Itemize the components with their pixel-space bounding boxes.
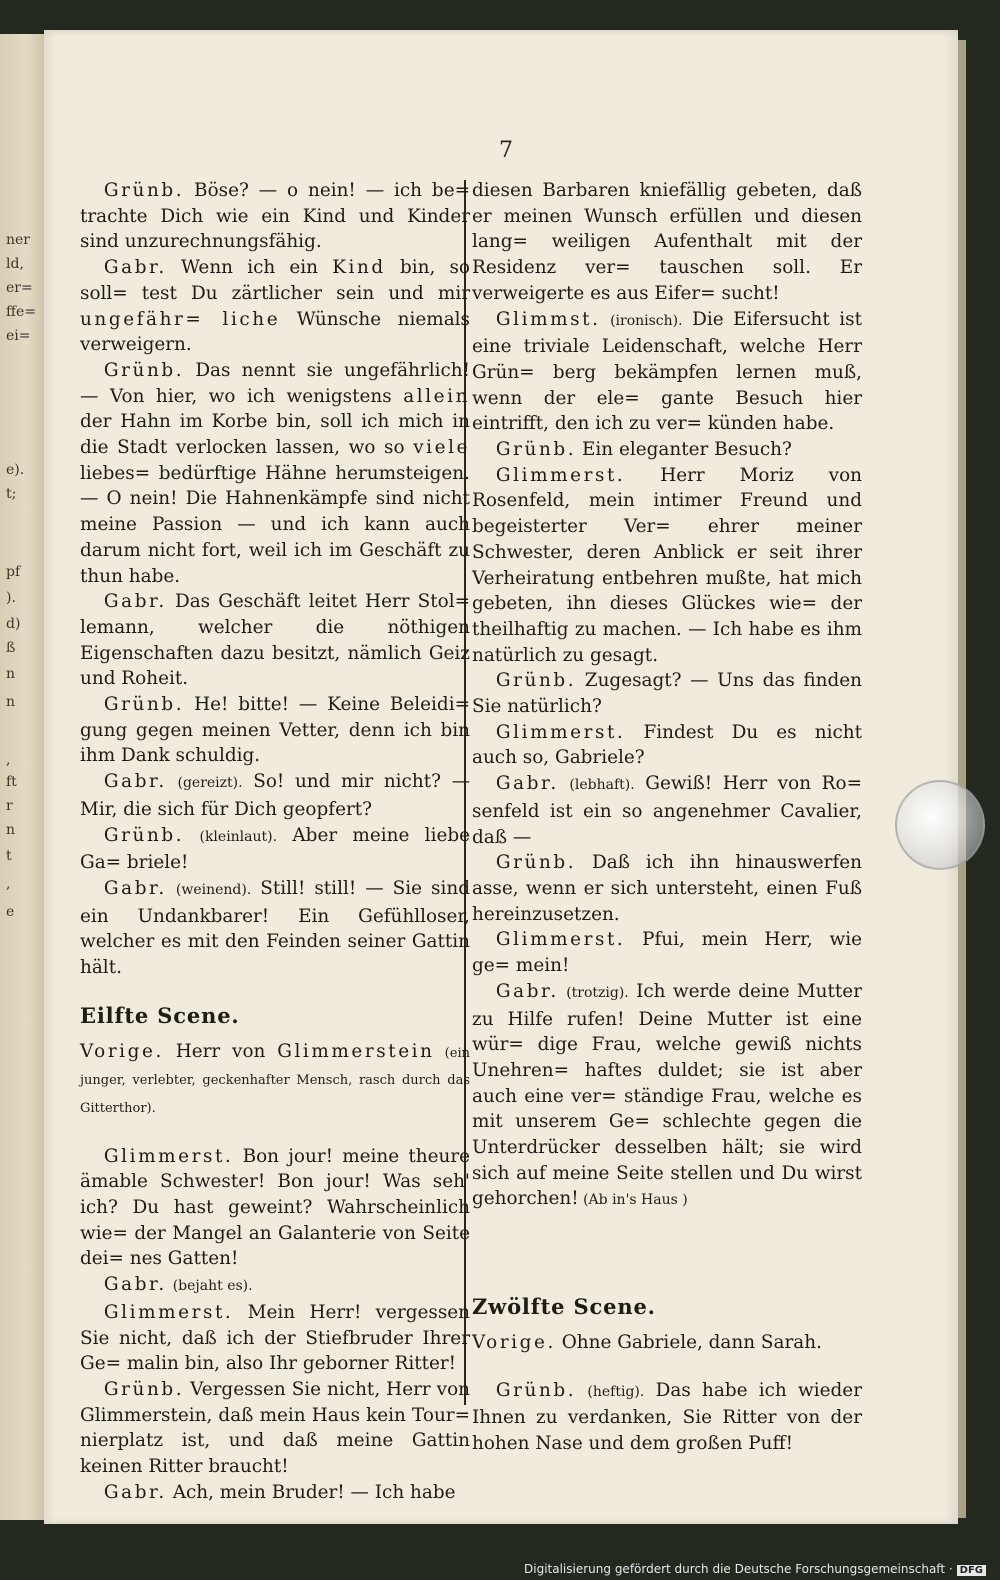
speech-text: Wünsche niemals verweigern.	[80, 308, 470, 356]
speech-paragraph	[472, 437, 862, 463]
margin-text-fragment: n	[6, 694, 16, 710]
stage-direction: (ironisch).	[610, 312, 683, 329]
margin-text-fragment: n	[6, 666, 16, 682]
speech-paragraph	[80, 178, 470, 255]
scene-intro-characters: Vorige.	[472, 1331, 556, 1353]
speaker-name: Glimmerst.	[495, 464, 626, 486]
scene-intro-text: Herr von	[163, 1040, 278, 1062]
speaker-name: Gabr.	[495, 980, 559, 1002]
speech-text: Findest Du es nicht auch so, Gabriele?	[472, 721, 862, 769]
stage-direction: (lebhaft).	[569, 777, 635, 794]
speaker-name: Gabr.	[103, 877, 167, 899]
footer-text: Digitalisierung gefördert durch die Deutsche Forschungsgemeinschaft ·	[524, 1562, 953, 1576]
spacer	[472, 1356, 862, 1378]
spacer	[80, 1122, 470, 1144]
scene-intro	[80, 1039, 470, 1122]
speech-paragraph	[80, 589, 470, 692]
speaker-name: Grünb.	[103, 694, 185, 716]
speaker-name: Grünb.	[495, 439, 577, 461]
stage-direction: (trotzig).	[566, 984, 629, 1001]
margin-text-fragment: ld,	[6, 256, 24, 272]
speaker-name: Glimmst.	[495, 308, 601, 330]
speech-text: Bon jour! meine theure ämable Schwester! Bon jour! Was seh' ich? Du hast geweint? Wahrscheinlich wie= der Mangel an Galanterie von Seite dei= nes Gatten!	[80, 1145, 470, 1270]
speech-paragraph	[472, 927, 862, 978]
right-column	[472, 178, 862, 1457]
margin-text-fragment: ).	[6, 590, 16, 606]
speech-text: Pfui, mein Herr, wie ge= mein!	[472, 929, 862, 977]
left-column	[80, 178, 470, 1505]
stage-direction: (kleinlaut).	[199, 828, 278, 845]
scene-heading: Zwölfte Scene.	[472, 1294, 656, 1320]
footer-credit	[524, 1562, 986, 1576]
margin-text-fragment: t	[6, 848, 12, 864]
speech-text: Aber meine liebe Ga= briele!	[80, 824, 470, 874]
speech-text: Zugesagt? — Uns das finden Sie natürlich?	[472, 670, 862, 718]
speech-paragraph	[472, 307, 862, 438]
speech-paragraph	[80, 769, 470, 822]
speech-text: liebes= bedürftige Hähne herumsteigen. — O nein! Die Hahnenkämpfe sind nicht meine Passion — und ich kann auch darum nicht fort, weil ich im Geschäft zu thun habe.	[80, 462, 470, 587]
speech-paragraph	[472, 1378, 862, 1457]
stage-direction: (ein junger, verlebter, geckenhafter Mensch, rasch durch das Gitterthor).	[80, 1045, 470, 1116]
speaker-name: Gabr.	[103, 771, 167, 793]
emphasis-text: ungefähr= liche	[80, 308, 281, 330]
page-edge	[958, 40, 966, 1518]
spacer	[472, 1214, 862, 1272]
speaker-name: Gabr.	[103, 591, 167, 613]
speech-text: Die Eifersucht ist eine triviale Leidenschaft, welche Herr Grün= berg bekämpfen lernen muß, wenn der ele= gante Besuch hier eintrifft, den ich zu ver= künden habe.	[472, 308, 862, 435]
speaker-name: Gabr.	[103, 1481, 167, 1503]
speaker-name: Gabr.	[495, 773, 559, 795]
margin-text-fragment: ß	[6, 640, 16, 656]
speaker-name: Glimmerst.	[495, 721, 626, 743]
speech-paragraph	[80, 876, 470, 981]
speaker-name: Grünb.	[103, 359, 185, 381]
speech-text: Das nennt sie ungefährlich! — Von hier, wo ich wenigstens	[80, 359, 470, 407]
speech-text: Ein eleganter Besuch?	[576, 439, 792, 461]
speech-paragraph	[472, 771, 862, 850]
speaker-name: Glimmerst.	[103, 1301, 234, 1323]
margin-text-fragment: pf	[6, 564, 21, 580]
margin-text-fragment: e).	[6, 462, 25, 478]
speech-paragraph	[80, 692, 470, 769]
speech-paragraph	[80, 255, 470, 358]
dfg-logo: DFG	[957, 1565, 986, 1576]
speech-text: bin, so soll= test Du zärtlicher sein und mir	[80, 257, 470, 304]
scene-intro-characters: Vorige.	[80, 1040, 164, 1062]
previous-page-edge	[0, 34, 44, 1520]
margin-text-fragment: d)	[6, 616, 21, 632]
speech-text: Böse? — o nein! — ich be= trachte Dich wie ein Kind und Kinder sind unzurechnungsfähig.	[80, 180, 470, 253]
speech-paragraph	[472, 979, 862, 1214]
speaker-name: Glimmerst.	[495, 929, 626, 951]
margin-text-fragment: r	[6, 798, 13, 814]
speech-paragraph	[472, 463, 862, 669]
speech-paragraph	[80, 823, 470, 876]
speech-text: diesen Barbaren kniefällig gebeten, daß er meinen Wunsch erfüllen und diesen lang= weiligen Aufenthalt mit der Residenz ver= tauschen soll. Er verweigerte es aus Eifer= sucht!	[472, 180, 862, 304]
speech-text: Ach, mein Bruder! — Ich habe	[166, 1481, 456, 1503]
speech-text: der Hahn im Korbe bin, soll ich mich in die Stadt verlocken lassen, wo so	[80, 411, 470, 459]
speech-paragraph	[80, 1300, 470, 1377]
scene-intro	[472, 1330, 862, 1356]
scene-intro-name: Glimmerstein	[277, 1040, 435, 1062]
speaker-name: Grünb.	[495, 670, 577, 692]
speaker-name: Gabr.	[103, 1274, 167, 1296]
speech-text: Mein Herr! vergessen Sie nicht, daß ich der Stiefbruder Ihrer Ge= malin bin, also Ihr geborner Ritter!	[80, 1301, 470, 1375]
speech-text: Vergessen Sie nicht, Herr von Glimmerstein, daß mein Haus kein Tour= nierplatz ist, und daß meine Gattin keinen Ritter braucht!	[80, 1378, 470, 1478]
page-number: 7	[499, 138, 513, 163]
margin-text-fragment: ei=	[6, 328, 31, 344]
scene-intro-text: Ohne Gabriele, dann Sarah.	[555, 1331, 822, 1353]
speech-paragraph	[80, 1272, 470, 1300]
speech-paragraph	[80, 358, 470, 589]
speech-text: Still! still! — Sie sind ein Undankbarer! Ein Gefühlloser, welcher es mit den Feinden seiner Gattin hält.	[80, 877, 470, 979]
stage-direction: (bejaht es).	[172, 1278, 253, 1295]
speech-paragraph	[472, 720, 862, 771]
speaker-name: Grünb.	[103, 824, 185, 846]
book-page	[44, 30, 958, 1524]
speaker-name: Grünb.	[495, 852, 577, 874]
stage-direction: (Ab in's Haus )	[578, 1192, 688, 1209]
speech-paragraph	[472, 668, 862, 719]
speaker-name: Glimmerst.	[103, 1145, 234, 1167]
margin-text-fragment: er=	[6, 280, 33, 296]
margin-text-fragment: ffe=	[6, 304, 36, 320]
speaker-name: Grünb.	[495, 1379, 577, 1401]
speaker-name: Grünb.	[103, 180, 185, 201]
margin-text-fragment: ner	[6, 232, 30, 248]
margin-text-fragment: ,	[6, 876, 11, 892]
margin-text-fragment: t;	[6, 486, 17, 502]
speech-text: Gewiß! Herr von Ro= senfeld ist ein so angenehmer Cavalier, daß —	[472, 773, 862, 848]
margin-text-fragment: ,	[6, 752, 11, 768]
speech-text: Wenn ich ein	[166, 257, 333, 279]
speech-paragraph	[80, 1377, 470, 1480]
speech-paragraph	[472, 178, 862, 307]
speaker-name: Gabr.	[103, 257, 167, 279]
speech-text: Ich werde deine Mutter zu Hilfe rufen! Deine Mutter ist eine wür= dige Frau, welche gewiß nichts Unehren= haftes duldet; sie ist aber auch eine ver= ständige Frau, welche es mit unserem Ge= schlechte gegen die Unterdrücker desselben hält; sie wird sich auf meine Seite stellen und Du wirst gehorchen!	[472, 980, 862, 1210]
speech-paragraph	[472, 850, 862, 927]
speech-text: Herr Moriz von Rosenfeld, mein intimer Freund und begeisterter Ver= ehrer meiner Schwester, deren Anblick er seit ihrer Verheiratung entbehren mußte, hat mich gebeten, ihn dieses Glückes wie= der theilhaftig zu machen. — Ich habe es ihm natürlich zu gesagt.	[472, 464, 862, 666]
stage-direction: (weinend).	[175, 881, 252, 898]
margin-text-fragment: n	[6, 822, 16, 838]
margin-text-fragment: e	[6, 904, 15, 920]
speech-text: So! und mir nicht? — Mir, die sich für Dich geopfert?	[80, 771, 470, 820]
speech-text: Das Geschäft leitet Herr Stol= lemann, welcher die nöthigen Eigenschaften dazu besitzt, nämlich Geiz und Roheit.	[80, 591, 470, 690]
emphasis-text: viele	[413, 437, 470, 459]
speech-paragraph	[80, 1144, 470, 1273]
speech-text: Das habe ich wieder Ihnen zu verdanken, Sie Ritter von der hohen Nase und dem großen Puff!	[472, 1379, 862, 1454]
scene-heading: Eilfte Scene.	[80, 1002, 240, 1028]
speech-paragraph	[80, 1480, 470, 1506]
speaker-name: Grünb.	[103, 1378, 185, 1400]
speech-text: Daß ich ihn hinauswerfen asse, wenn er sich untersteht, einen Fuß hereinzusetzen.	[472, 852, 862, 925]
stage-direction: (heftig).	[587, 1383, 645, 1400]
magnifier-overlay	[895, 780, 985, 870]
margin-text-fragment: ft	[6, 774, 17, 790]
emphasis-text: Kind	[332, 257, 386, 279]
emphasis-text: allein	[403, 385, 470, 407]
stage-direction: (gereizt).	[177, 775, 243, 792]
speech-text: He! bitte! — Keine Beleidi= gung gegen meinen Vetter, denn ich bin ihm Dank schuldig.	[80, 694, 470, 767]
